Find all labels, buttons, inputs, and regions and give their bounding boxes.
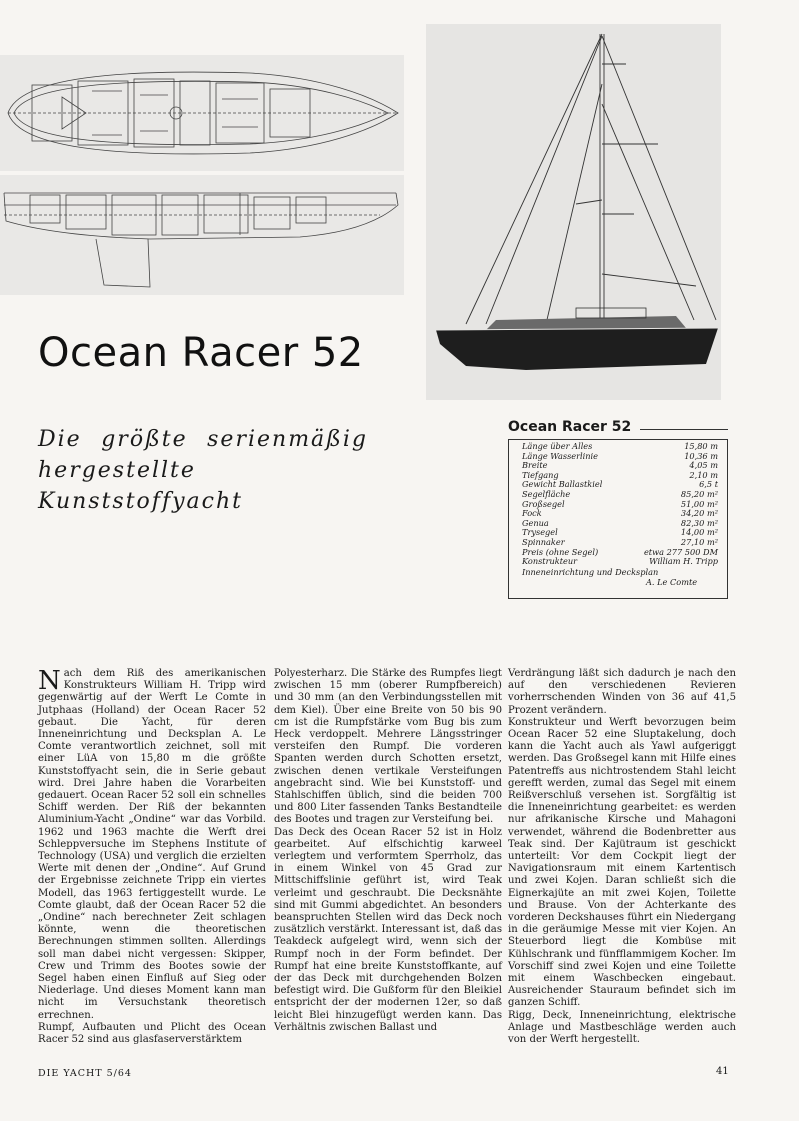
article-paragraph: Verdrängung läßt sich dadurch je nach den auf den verschiedenen Revieren vorherrschenden Winden von 36 auf 41,5 Prozent verändern. [508,668,736,716]
article-paragraph: Das Deck des Ocean Racer 52 ist in Holz gearbeitet. Auf elfschichtig karweel verlegtem und verformtem Sperrholz, das in einem Winkel von 45 Grad zur Mittschiffslinie geführt ist, wird Teak verleimt und geschraubt. Die Decksnähte sind mit Gummi abgedichtet. An besonders beanspruchten Stellen wird das Deck noch zusätzlich verstärkt. Interessant ist, daß das Teakdeck aufgelegt wird, wenn sich der Rumpf noch in der Form befindet. Der Rumpf hat eine breite Kunststoffkante, auf der das Deck mit durchgehenden Bolzen befestigt wird. Die Gußform für den Bleikiel entspricht der der modernen 12er, so daß leicht Blei hinzugefügt werden kann. Das Verhältnis zwischen Ballast und [274,826,502,1033]
footer-page-number: 41 [716,1066,729,1077]
interior-profile-svg [0,175,404,295]
spec-value: William H. Tripp [649,556,718,567]
article-paragraph [38,668,266,1022]
spec-label: Preis (ohne Segel) [522,546,599,557]
article-column-3 [508,668,736,1046]
page-subtitle: Die größte serienmäßig hergestellte Kunststoffyacht [38,427,368,514]
spec-label: Länge Wasserlinie [522,450,599,461]
interior-profile-drawing [0,175,404,295]
specs-box [508,419,728,599]
spec-label: Spinnaker [522,536,565,547]
article-paragraph: Rumpf, Aufbauten und Plicht des Ocean Racer 52 sind aus glasfaserverstärktem [38,1021,266,1046]
article-paragraph: Konstrukteur und Werft bevorzugen beim Ocean Racer 52 eine Sluptakelung, doch kann die Yacht auch als Yawl aufgeriggt werden. Das Großsegel kann mit Hilfe eines Patentreffs aus nichtrostendem Stahl leicht gerefft werden, zumal das Segel mit einem Reißverschluß versehen ist. Sorgfältig ist die Inneneinrichtung gearbeitet: es werden nur afrikanische Kirsche und Mahagoni verwendet, während die Bodenbretter aus Teak sind. Der Kajütraum ist geschickt unterteilt: Vor dem Cockpit liegt der Navigationsraum mit einem Kartentisch und zwei Kojen. Daran schließt sich die Eignerkajüte an mit zwei Kojen, Toilette und Brause. Von der Achterkante des vorderen Deckshauses führt ein Niedergang in die geräumige Messe mit vier Kojen. An Steuerbord liegt die Kombüse mit Kühlschrank und fünfflammigem Kocher. Im Vorschiff sind zwei Kojen und eine Toilette mit einem Waschbecken eingebaut. Ausreichender Stauraum befindet sich im ganzen Schiff. [508,716,736,1009]
article-column-1 [38,668,266,1046]
specs-interior-designer [522,567,697,587]
specs-table [522,442,718,567]
deck-plan-svg [0,55,404,171]
drop-cap: N [38,666,61,696]
specs-title-rule [640,429,728,430]
spec-value: 4,05 m [689,460,718,471]
spec-label: Segelfläche [522,488,571,499]
spec-label: Fock [522,508,542,519]
specs-designer-value: A. Le Comte [646,577,698,587]
specs-designer-label: Inneneinrichtung und Decksplan [522,567,659,577]
spec-value: 10,36 m [684,450,718,461]
spec-label: Breite [522,460,548,471]
spec-value: 51,00 m² [680,498,718,509]
spec-label: Gewicht Ballastkiel [522,479,603,490]
footer-magazine-issue: DIE YACHT 5/64 [38,1068,132,1079]
spec-value: 2,10 m [689,469,718,480]
spec-value: 15,80 m [684,441,718,451]
sail-plan-svg [426,24,721,400]
spec-label: Tiefgang [522,469,559,480]
spec-label: Länge über Alles [522,441,593,451]
article-paragraph: Polyesterharz. Die Stärke des Rumpfes liegt zwischen 15 mm (oberer Rumpfbereich) und 30 mm (an den Verbindungsstellen mit dem Kiel). Über eine Breite von 50 bis 90 cm ist die Rumpfstärke vom Bug bis zum Heck verdoppelt. Mehrere Längsstringer versteifen den Rumpf. Die vorderen Spanten werden durch Schotten ersetzt, zwischen denen vertikale Versteifungen angebracht sind. Wie bei Kunststoff- und Stahlschiffen üblich, sind die beiden 700 und 800 Liter fassenden Tanks Bestandteile des Bootes und tragen zur Versteifung bei. [274,668,502,826]
spec-value: etwa 277 500 DM [643,546,718,557]
spec-label: Genua [522,517,549,528]
specs-title: Ocean Racer 52 [508,419,632,435]
spec-value: 6,5 t [699,479,718,490]
paragraph-text: ach dem Riß des amerikanischen Konstrukteurs William H. Tripp wird gegenwärtig auf der Werft Le Comte in Jutphaas (Holland) der Ocean Racer 52 gebaut. Die Yacht, für deren Inneneinrichtung und Decksplan A. Le Comte verantwortlich zeichnet, soll mit einer LüA von 15,80 m die größte Kunststoffyacht sein, die in Serie gebaut wird. Drei Jahre haben die Vorarbeiten gedauert. Ocean Racer 52 soll ein schnelles Schiff werden. Der Riß der bekannten Aluminium-Yacht „Ondine“ war das Vorbild. 1962 und 1963 machte die Werft drei Schleppversuche im Stephens Institute of Technology (USA) und verglich die erzielten Werte mit denen der „Ondine“. Auf Grund der Ergebnisse zeichnete Tripp ein viertes Modell, das 1963 fertiggestellt wurde. Le Comte glaubt, daß der Ocean Racer 52 die „Ondine“ nach berechneter Zeit schlagen könnte, wenn die theoretischen Berechnungen stimmen sollten. Allerdings soll man dabei nicht vergessen: Skipper, Crew und Trimm des Bootes sowie der Segel haben einen Einfluß auf Sieg oder Niederlage. Und dieses Moment kann man nicht im Versuchstank theoretisch errechnen. [38,668,266,1021]
sail-plan-drawing [426,24,721,400]
spec-value: 82,30 m² [680,517,718,528]
spec-label: Großsegel [522,498,565,509]
spec-label: Trysegel [522,527,558,538]
spec-value: 34,20 m² [680,508,718,519]
spec-value: 85,20 m² [680,488,718,499]
article-column-2 [274,668,502,1034]
spec-value: 27,10 m² [680,536,718,547]
spec-row [522,557,718,567]
page-title: Ocean Racer 52 [38,330,364,376]
spec-label: Konstrukteur [522,556,578,567]
deck-plan-drawing [0,55,404,171]
article-paragraph: Rigg, Deck, Inneneinrichtung, elektrische Anlage und Mastbeschläge werden auch von der Werft hergestellt. [508,1009,736,1046]
spec-value: 14,00 m² [680,527,718,538]
